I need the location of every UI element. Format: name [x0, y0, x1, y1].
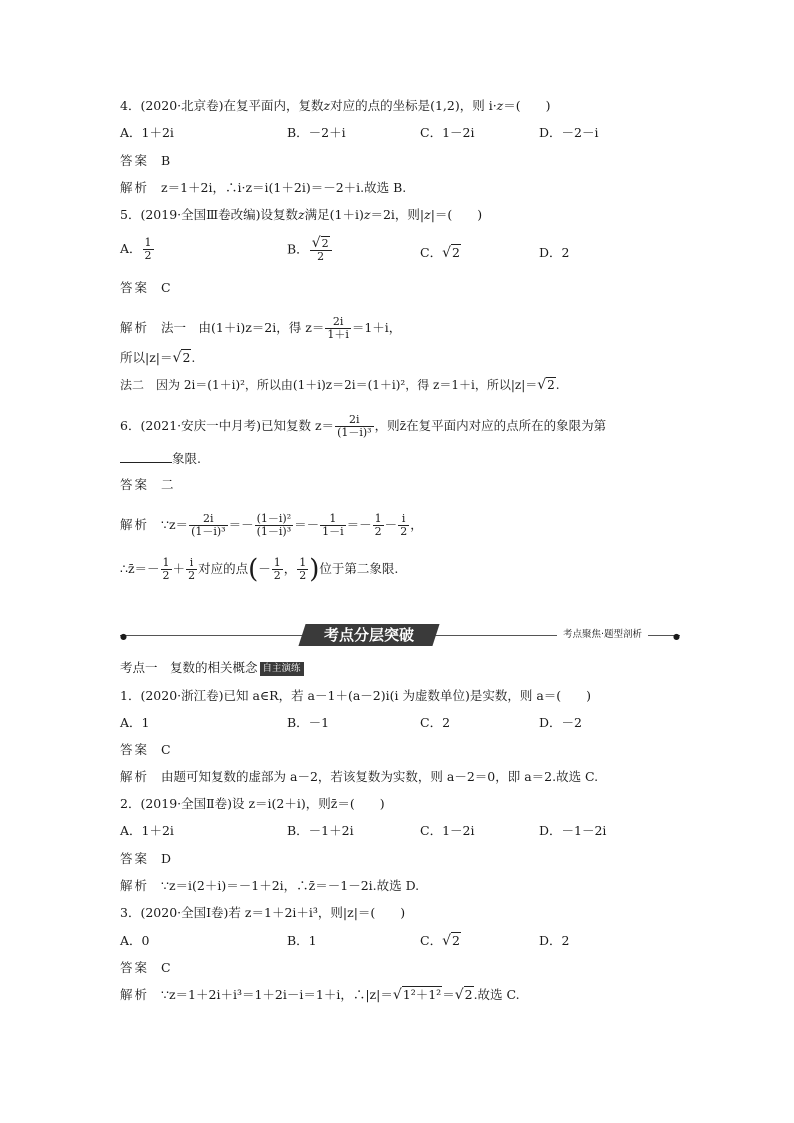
frac-num: 1	[162, 556, 170, 569]
analysis-label: 解析	[120, 987, 150, 1002]
frac-den: 2	[144, 249, 152, 262]
radicand: 2	[452, 245, 460, 260]
k2-option-c: C．1－2i	[420, 823, 475, 838]
frac-den: 2	[400, 525, 408, 538]
radicand: 2	[321, 237, 329, 250]
k3-option-a: A．0	[120, 933, 150, 948]
q5-analysis-2	[120, 350, 195, 366]
analysis-text: －	[258, 561, 271, 576]
analysis-label: 解析	[120, 769, 150, 784]
radicand: 2	[464, 987, 473, 1002]
k1-option-a: A．1	[120, 715, 150, 730]
q5-option-b	[287, 237, 333, 263]
k2-option-a: A．1＋2i	[120, 823, 174, 838]
radicand: 2	[452, 933, 460, 948]
frac-den: 2	[317, 250, 325, 263]
answer-value: C	[161, 960, 171, 975]
q5-option-c	[420, 245, 461, 261]
sqrt-icon: √	[442, 933, 451, 949]
fraction	[186, 557, 197, 582]
k3-analysis	[120, 987, 520, 1003]
q5-stem	[120, 207, 482, 223]
q4-option-d: D．－2－i	[539, 125, 599, 140]
kaodian-heading	[120, 660, 304, 676]
section-banner	[120, 624, 680, 646]
frac-den: (1－i)³	[191, 525, 226, 538]
answer-value: 二	[161, 477, 174, 492]
k3-option-d: D．2	[539, 933, 570, 948]
section-title-tag	[298, 624, 439, 646]
sqrt-icon: √	[392, 987, 402, 1003]
analysis-label: 解析	[120, 878, 150, 893]
answer-label: 答案	[120, 153, 150, 168]
q5-opt-c-label: C．	[420, 245, 443, 260]
q4-option-b: B．－2＋i	[287, 125, 346, 140]
radicand: 2	[182, 350, 191, 365]
q4-stem	[120, 98, 551, 114]
answer-label: 答案	[120, 742, 150, 757]
fraction	[143, 237, 154, 262]
frac-den: 2	[162, 569, 170, 582]
q5-option-a	[120, 237, 155, 262]
k1-option-d: D．－2	[539, 715, 582, 730]
analysis-text: －	[384, 517, 398, 532]
answer-blank	[120, 450, 172, 463]
frac-num: 1	[144, 236, 152, 249]
sqrt-icon: √	[454, 987, 464, 1003]
frac-num: 1	[320, 513, 346, 526]
k2-option-b: B．－1＋2i	[287, 823, 354, 838]
q5-analysis-1	[120, 316, 401, 341]
fraction	[373, 513, 384, 538]
q5-stem-d: |＝( )	[430, 207, 483, 222]
frac-num: 1	[374, 512, 382, 525]
analysis-text: 由题可知复数的虚部为 a－2，若该复数为实数，则 a－2＝0，即 a＝2.故选 C.	[161, 769, 599, 784]
analysis-text: ＋	[172, 561, 186, 576]
k1-option-b: B．－1	[287, 715, 330, 730]
analysis-text: z＝1＋2i，∴i·z＝i(1＋2i)＝－2＋i.故选 B.	[161, 180, 407, 195]
q5-stem-c: ＝2i，则|	[370, 207, 425, 222]
q5-stem-a: 5．(2019·全国Ⅲ卷改编)设复数	[120, 207, 299, 222]
fraction	[310, 237, 332, 263]
frac-den: 2	[188, 569, 196, 582]
k1-option-c: C．2	[420, 715, 451, 730]
analysis-text: ，	[283, 561, 297, 576]
frac-den: (1－i)³	[256, 525, 292, 538]
q5-answer	[120, 280, 171, 296]
radicand: 1²＋1²	[402, 987, 442, 1002]
analysis-label: 解析	[120, 517, 150, 532]
k3-opt-c-label: C．	[420, 933, 443, 948]
kaodian-badge: 自主演练	[260, 662, 304, 676]
k3-stem: 3．(2020·全国Ⅰ卷)若 z＝1＋2i＋i³，则|z|＝( )	[120, 905, 406, 920]
k3-answer	[120, 960, 171, 976]
q5-opt-b-label: B．	[287, 241, 309, 257]
frac-den: (1－i)³	[337, 426, 372, 439]
analysis-text: ＝1＋i，	[351, 320, 402, 335]
q6-analysis-1	[120, 513, 423, 538]
frac-num: 1	[299, 556, 307, 569]
fraction	[161, 557, 172, 582]
q4-stem-b: 对应的点的坐标是(1,2)，则 i·	[330, 98, 497, 113]
analysis-text: 位于第二象限.	[319, 561, 399, 576]
analysis-text: ＝	[442, 987, 455, 1002]
q4-stem-c: ＝( )	[503, 98, 551, 113]
frac-num: i	[398, 513, 409, 526]
frac-num: i	[186, 557, 197, 570]
analysis-label: 解析	[120, 180, 150, 195]
right-paren-icon: )	[309, 554, 320, 585]
sqrt-icon: √	[311, 235, 321, 251]
k3-option-b: B．1	[287, 933, 317, 948]
analysis-text: ，	[410, 517, 423, 532]
q6-analysis-2	[120, 554, 399, 585]
analysis-text: 法一 由(1＋i)z＝2i，得 z＝	[161, 320, 325, 335]
q6-answer	[120, 477, 174, 493]
q6-stem	[120, 414, 606, 439]
analysis-text: .	[191, 350, 196, 365]
analysis-text: ＝－	[346, 517, 372, 532]
section-title: 考点分层突破	[323, 626, 414, 644]
frac-num: 1	[273, 556, 281, 569]
answer-label: 答案	[120, 960, 150, 975]
q5-analysis-3	[120, 377, 560, 393]
q5-stem-b: 满足(1＋i)	[304, 207, 364, 222]
frac-num: (1－i)²	[256, 512, 292, 525]
q4-option-c: C．1－2i	[420, 125, 475, 140]
answer-value: C	[161, 280, 171, 295]
answer-label: 答案	[120, 851, 150, 866]
left-paren-icon: (	[248, 554, 259, 585]
section-subtitle: 考点聚焦·题型剖析	[557, 628, 648, 642]
k2-stem: 2．(2019·全国Ⅱ卷)设 z＝i(2＋i)，则z̄＝( )	[120, 796, 385, 811]
fraction	[320, 513, 346, 538]
answer-value: C	[161, 742, 171, 757]
fraction	[189, 513, 228, 538]
sqrt-icon: √	[537, 377, 547, 393]
banner-dot-icon: ●	[673, 632, 680, 641]
q4-z2: z	[496, 98, 504, 113]
q5-z2: z	[363, 207, 371, 222]
analysis-text: ＝－	[294, 517, 320, 532]
analysis-text: ∵z＝1＋2i＋i³＝1＋2i－i＝1＋i，∴|z|＝	[161, 987, 393, 1002]
fraction	[297, 557, 308, 582]
k2-analysis	[120, 878, 419, 894]
q4-z: z	[323, 98, 331, 113]
analysis-text: 对应的点	[198, 561, 249, 576]
q4-analysis	[120, 180, 406, 196]
q6-stem-c: 象限.	[172, 451, 201, 466]
frac-num	[310, 237, 332, 251]
frac-num: 2i	[335, 414, 374, 427]
q5-option-d: D．2	[539, 245, 570, 260]
analysis-text: ∵z＝i(2＋i)＝－1＋2i，∴z̄＝－1－2i.故选 D.	[161, 878, 420, 893]
analysis-text: .故选 C.	[473, 987, 520, 1002]
analysis-text: 所以|z|＝	[120, 350, 173, 365]
analysis-text: .	[555, 378, 560, 392]
k1-answer	[120, 742, 171, 758]
fraction	[325, 316, 351, 341]
sqrt-icon: √	[442, 245, 451, 261]
q5-z: z	[298, 207, 305, 222]
analysis-label: 解析	[120, 320, 150, 335]
k2-option-d: D．－1－2i	[539, 823, 607, 838]
k2-answer	[120, 851, 171, 867]
q6-stem-a: 6．(2021·安庆一中月考)已知复数 z＝	[120, 418, 335, 433]
k1-stem: 1．(2020·浙江卷)已知 a∈R，若 a－1＋(a－2)i(i 为虚数单位)是实数，则 a＝( )	[120, 688, 592, 703]
analysis-text: ∵z＝	[161, 517, 189, 532]
kaodian-title: 考点一 复数的相关概念	[120, 660, 258, 675]
frac-den: 1－i	[322, 525, 344, 538]
q5-opt-a-label: A．	[120, 241, 142, 256]
banner-dot-icon: ●	[120, 632, 127, 641]
fraction	[398, 513, 409, 538]
fraction	[255, 513, 294, 538]
k3-option-c	[420, 933, 461, 949]
answer-value: D	[161, 851, 172, 866]
frac-num: 2i	[325, 316, 351, 329]
q4-option-a: A．1＋2i	[120, 125, 174, 140]
fraction	[272, 557, 283, 582]
frac-num: 2i	[189, 513, 228, 526]
q5-z3: z	[424, 207, 431, 222]
frac-den: 2	[299, 569, 307, 582]
sqrt-icon: √	[172, 350, 182, 366]
q4-stem-a: 4．(2020·北京卷)在复平面内，复数	[120, 98, 324, 113]
frac-den: 2	[273, 569, 281, 582]
q6-stem-line2	[120, 450, 201, 467]
radicand: 2	[547, 378, 555, 392]
analysis-text: 法二 因为 2i＝(1＋i)²，所以由(1＋i)z＝2i＝(1＋i)²，得 z＝1＋i，所以|z|＝	[120, 378, 538, 392]
analysis-text: ＝－	[228, 517, 254, 532]
q4-answer	[120, 153, 170, 169]
frac-den: 2	[374, 525, 382, 538]
q6-stem-b: ，则z̄在复平面内对应的点所在的象限为第	[374, 418, 607, 433]
answer-value: B	[161, 153, 171, 168]
frac-den: 1＋i	[327, 328, 349, 341]
answer-label: 答案	[120, 280, 150, 295]
k1-analysis	[120, 769, 598, 785]
fraction	[335, 414, 374, 439]
analysis-text: ∴z̄＝－	[120, 561, 160, 576]
answer-label: 答案	[120, 477, 150, 492]
